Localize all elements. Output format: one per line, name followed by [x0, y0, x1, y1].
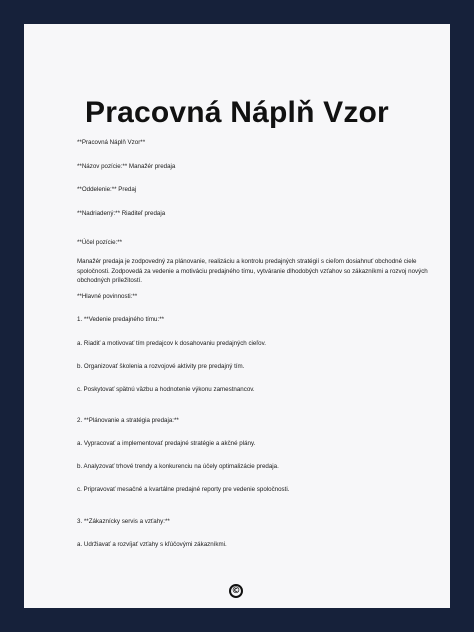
- duty-2-heading: 2. **Plánovanie a stratégia predaja:**: [77, 417, 179, 424]
- duty-3-heading: 3. **Zákaznícky servis a vzťahy:**: [77, 518, 170, 525]
- duty-1a: a. Riadiť a motivovať tím predajcov k dosahovaniu predajných cieľov.: [77, 340, 266, 347]
- position-name-line: **Názov pozície:** Manažér predaja: [77, 163, 176, 170]
- purpose-heading: **Účel pozície:**: [77, 239, 123, 246]
- duty-2b: b. Analyzovať trhové trendy a konkurenciu na účely optimalizácie predaja.: [77, 463, 279, 470]
- copyright-icon: ©: [229, 584, 243, 598]
- purpose-paragraph: Manažér predaja je zodpovedný za plánovanie, realizáciu a kontrolu predajných stratégií s cieľom dosiahnuť obchodné ciele spoločnosti. Zodpovedá za vedenie a motiváciu predajného tímu, vytváranie dlhodobých vzťahov so zákazníkmi a rozvoj nových obchodných príležitostí.: [77, 258, 428, 285]
- duty-1c: c. Poskytovať spätnú väzbu a hodnotenie výkonu zamestnancov.: [77, 386, 255, 393]
- supervisor-line: **Nadriadený:** Riaditeľ predaja: [77, 210, 166, 217]
- duty-3a: a. Udržiavať a rozvíjať vzťahy s kľúčovými zákazníkmi.: [77, 541, 227, 548]
- doc-heading-line: **Pracovná Náplň Vzor**: [77, 139, 146, 146]
- department-line: **Oddelenie:** Predaj: [77, 186, 137, 193]
- duty-1-heading: 1. **Vedenie predajného tímu:**: [77, 316, 165, 323]
- document-page: [24, 24, 450, 608]
- duty-2c: c. Pripravovať mesačné a kvartálne predajné reporty pre vedenie spoločnosti.: [77, 486, 290, 493]
- duty-1b: b. Organizovať školenia a rozvojové aktivity pre predajný tím.: [77, 363, 245, 370]
- document-title: Pracovná Náplň Vzor: [85, 96, 389, 129]
- duties-heading: **Hlavné povinnosti:**: [77, 293, 138, 300]
- duty-2a: a. Vypracovať a implementovať predajné stratégie a akčné plány.: [77, 440, 256, 447]
